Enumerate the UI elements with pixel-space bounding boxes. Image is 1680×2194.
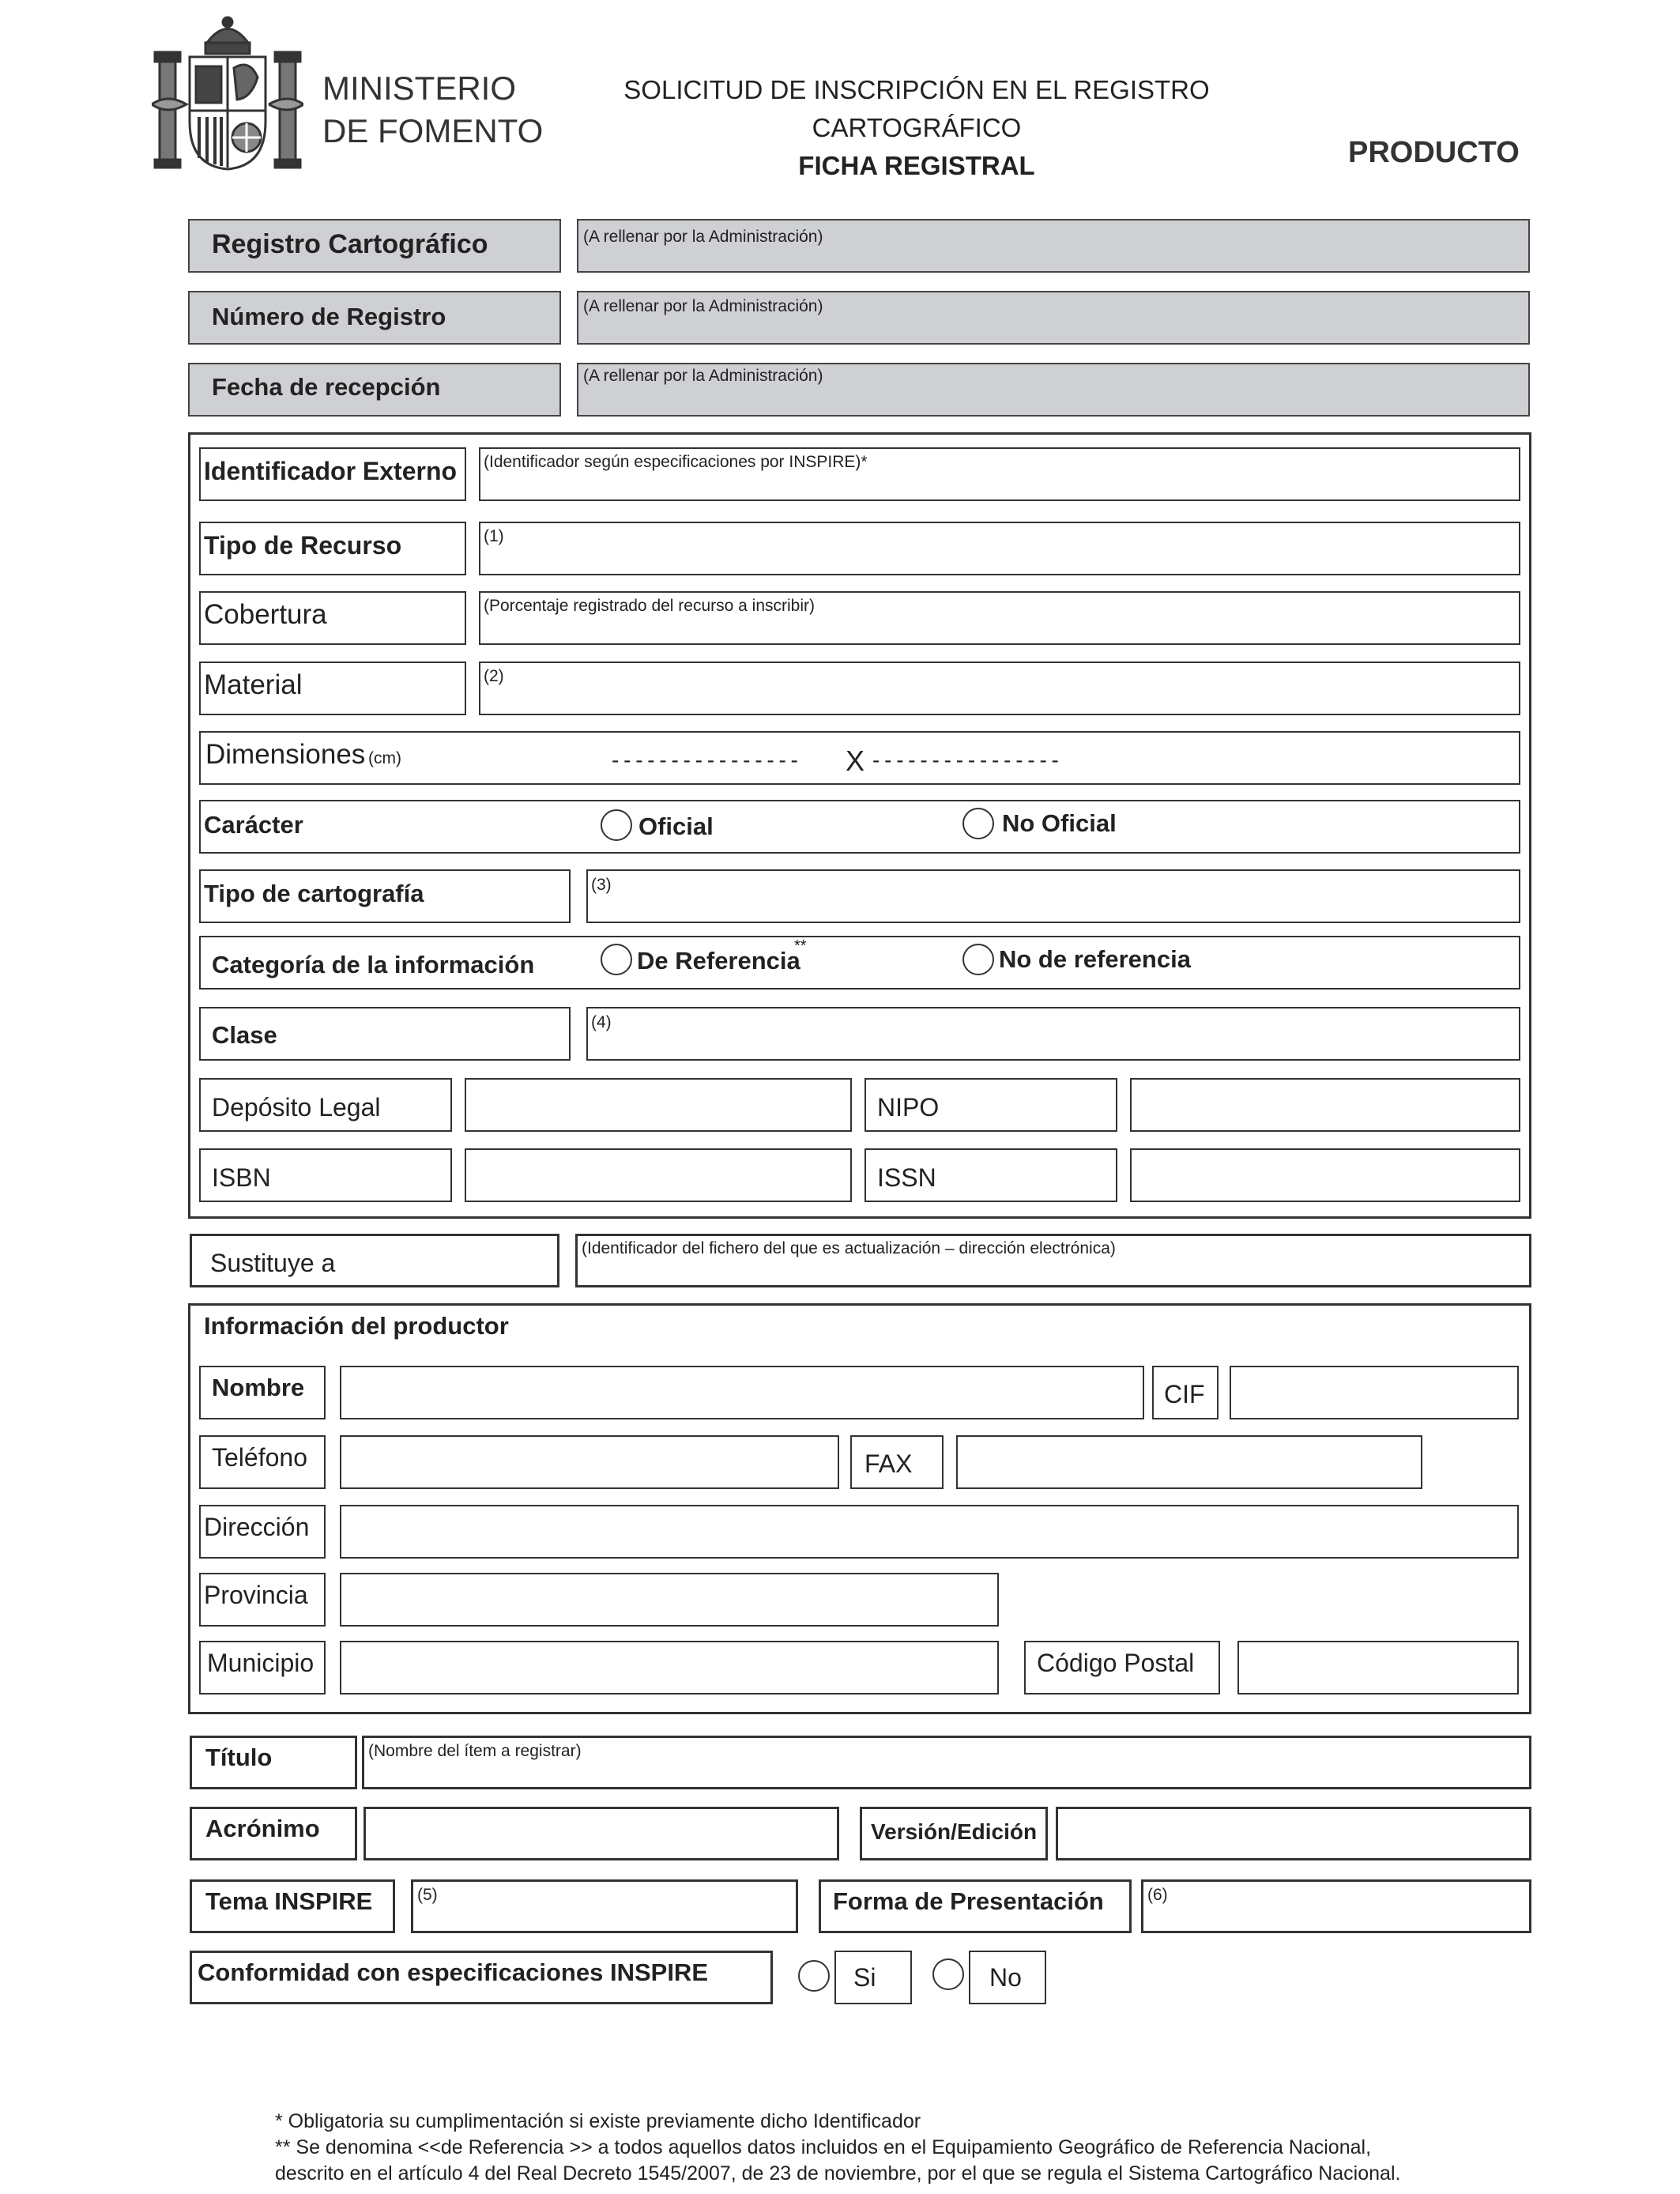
- footnote-2: ** Se denomina <<de Referencia >> a todos aquellos datos incluidos en el Equipamiento Geográfico de Referencia Nacional,: [275, 2136, 1372, 2158]
- conformidad-no-label: No: [989, 1963, 1022, 1992]
- numero-registro-label: Número de Registro: [212, 303, 446, 330]
- dimensiones-x: X: [846, 745, 865, 777]
- titulo-label: Título: [205, 1744, 273, 1771]
- issn-label: ISSN: [877, 1163, 936, 1192]
- issn-input[interactable]: [1130, 1148, 1520, 1202]
- form-title-line3: FICHA REGISTRAL: [798, 151, 1035, 180]
- acronimo-input[interactable]: [363, 1807, 839, 1860]
- forma-presentacion-label: Forma de Presentación: [833, 1887, 1104, 1915]
- footnote-1: * Obligatoria su cumplimentación si existe previamente dicho Identificador: [275, 2110, 921, 2132]
- footnote-3: descrito en el artículo 4 del Real Decreto 1545/2007, de 23 de noviembre, por el que se regula el Sistema Cartográfico Nacional.: [275, 2162, 1401, 2185]
- productor-title: Información del productor: [204, 1312, 509, 1340]
- acronimo-label: Acrónimo: [205, 1815, 320, 1842]
- oficial-radio[interactable]: [601, 809, 632, 841]
- no-oficial-radio[interactable]: [962, 808, 994, 839]
- cobertura-label: Cobertura: [204, 599, 327, 630]
- nipo-label: NIPO: [877, 1093, 940, 1122]
- forma-presentacion-input[interactable]: [1141, 1879, 1531, 1933]
- registro-cartografico-hint: (A rellenar por la Administración): [583, 228, 823, 246]
- numero-registro-hint: (A rellenar por la Administración): [583, 297, 823, 315]
- de-referencia-mark: **: [794, 937, 807, 955]
- clase-input[interactable]: [586, 1007, 1520, 1061]
- ministry-name-line1: MINISTERIO: [322, 70, 517, 107]
- dimensiones-label: Dimensiones: [205, 739, 366, 770]
- tema-inspire-label: Tema INSPIRE: [205, 1887, 373, 1915]
- cobertura-hint: (Porcentaje registrado del recurso a inscribir): [484, 597, 816, 615]
- clase-label: Clase: [212, 1021, 277, 1049]
- isbn-label: ISBN: [212, 1163, 271, 1192]
- tema-inspire-input[interactable]: [411, 1879, 798, 1933]
- form-title-line1: SOLICITUD DE INSCRIPCIÓN EN EL REGISTRO: [623, 75, 1210, 104]
- conformidad-no-radio[interactable]: [932, 1958, 964, 1990]
- codigo-postal-input[interactable]: [1237, 1641, 1519, 1695]
- material-input[interactable]: [479, 662, 1520, 715]
- caracter-row: [199, 800, 1520, 854]
- direccion-label: Dirección: [204, 1513, 310, 1541]
- sustituye-hint: (Identificador del fichero del que es actualización – dirección electrónica): [582, 1239, 1116, 1257]
- material-label: Material: [204, 669, 303, 700]
- deposito-legal-input[interactable]: [465, 1078, 852, 1132]
- footnotes: [275, 2109, 1400, 2187]
- deposito-legal-label: Depósito Legal: [212, 1093, 381, 1122]
- tema-inspire-hint: (5): [417, 1886, 438, 1904]
- form-title: [608, 71, 1225, 185]
- codigo-postal-label: Código Postal: [1037, 1649, 1195, 1677]
- nombre-label: Nombre: [212, 1374, 305, 1401]
- fecha-recepcion-label: Fecha de recepción: [212, 373, 441, 401]
- tipo-recurso-hint: (1): [484, 527, 504, 545]
- nombre-input[interactable]: [340, 1366, 1144, 1419]
- clase-hint: (4): [591, 1013, 612, 1031]
- titulo-hint: (Nombre del ítem a registrar): [368, 1742, 582, 1760]
- conformidad-si-radio[interactable]: [798, 1960, 830, 1992]
- registro-cartografico-label: Registro Cartográfico: [212, 229, 488, 259]
- no-de-referencia-label: No de referencia: [999, 945, 1191, 973]
- caracter-label: Carácter: [204, 811, 303, 839]
- coat-of-arms-logo: [152, 11, 303, 174]
- isbn-input[interactable]: [465, 1148, 852, 1202]
- cif-input[interactable]: [1230, 1366, 1519, 1419]
- categoria-label: Categoría de la información: [212, 951, 535, 978]
- de-referencia-radio[interactable]: [601, 944, 632, 975]
- cif-label: CIF: [1164, 1380, 1205, 1408]
- municipio-label: Municipio: [207, 1649, 315, 1677]
- product-label: PRODUCTO: [1348, 136, 1520, 169]
- telefono-input[interactable]: [340, 1435, 839, 1489]
- telefono-label: Teléfono: [212, 1443, 307, 1472]
- identificador-externo-label: Identificador Externo: [204, 457, 458, 485]
- ministry-name-line2: DE FOMENTO: [322, 112, 544, 149]
- tipo-recurso-label: Tipo de Recurso: [204, 531, 402, 560]
- tipo-cartografia-label: Tipo de cartografía: [204, 880, 424, 907]
- fax-label: FAX: [864, 1449, 913, 1478]
- no-de-referencia-radio[interactable]: [962, 944, 994, 975]
- identificador-externo-hint: (Identificador según especificaciones por INSPIRE)*: [484, 453, 868, 471]
- version-input[interactable]: [1056, 1807, 1531, 1860]
- conformidad-label: Conformidad con especificaciones INSPIRE: [198, 1958, 708, 1986]
- nipo-input[interactable]: [1130, 1078, 1520, 1132]
- form-title-line2: CARTOGRÁFICO: [812, 113, 1022, 142]
- tipo-recurso-input[interactable]: [479, 522, 1520, 575]
- provincia-input[interactable]: [340, 1573, 999, 1627]
- dimensiones-height-input[interactable]: - - - - - - - - - - - - - - - -: [872, 748, 1058, 772]
- de-referencia-label: De Referencia: [637, 947, 800, 974]
- municipio-input[interactable]: [340, 1641, 999, 1695]
- fecha-recepcion-hint: (A rellenar por la Administración): [583, 367, 823, 385]
- provincia-label: Provincia: [204, 1581, 308, 1609]
- tipo-cartografia-input[interactable]: [586, 869, 1520, 923]
- no-oficial-label: No Oficial: [1002, 809, 1117, 837]
- version-label: Versión/Edición: [871, 1819, 1038, 1844]
- material-hint: (2): [484, 667, 504, 685]
- direccion-input[interactable]: [340, 1505, 1519, 1559]
- oficial-label: Oficial: [638, 812, 714, 840]
- fax-input[interactable]: [956, 1435, 1422, 1489]
- dimensiones-width-input[interactable]: - - - - - - - - - - - - - - - -: [612, 748, 797, 772]
- sustituye-label: Sustituye a: [210, 1249, 336, 1277]
- conformidad-si-label: Si: [853, 1963, 876, 1992]
- dimensiones-unit: (cm): [368, 749, 401, 767]
- tipo-cartografia-hint: (3): [591, 876, 612, 894]
- forma-presentacion-hint: (6): [1147, 1886, 1168, 1904]
